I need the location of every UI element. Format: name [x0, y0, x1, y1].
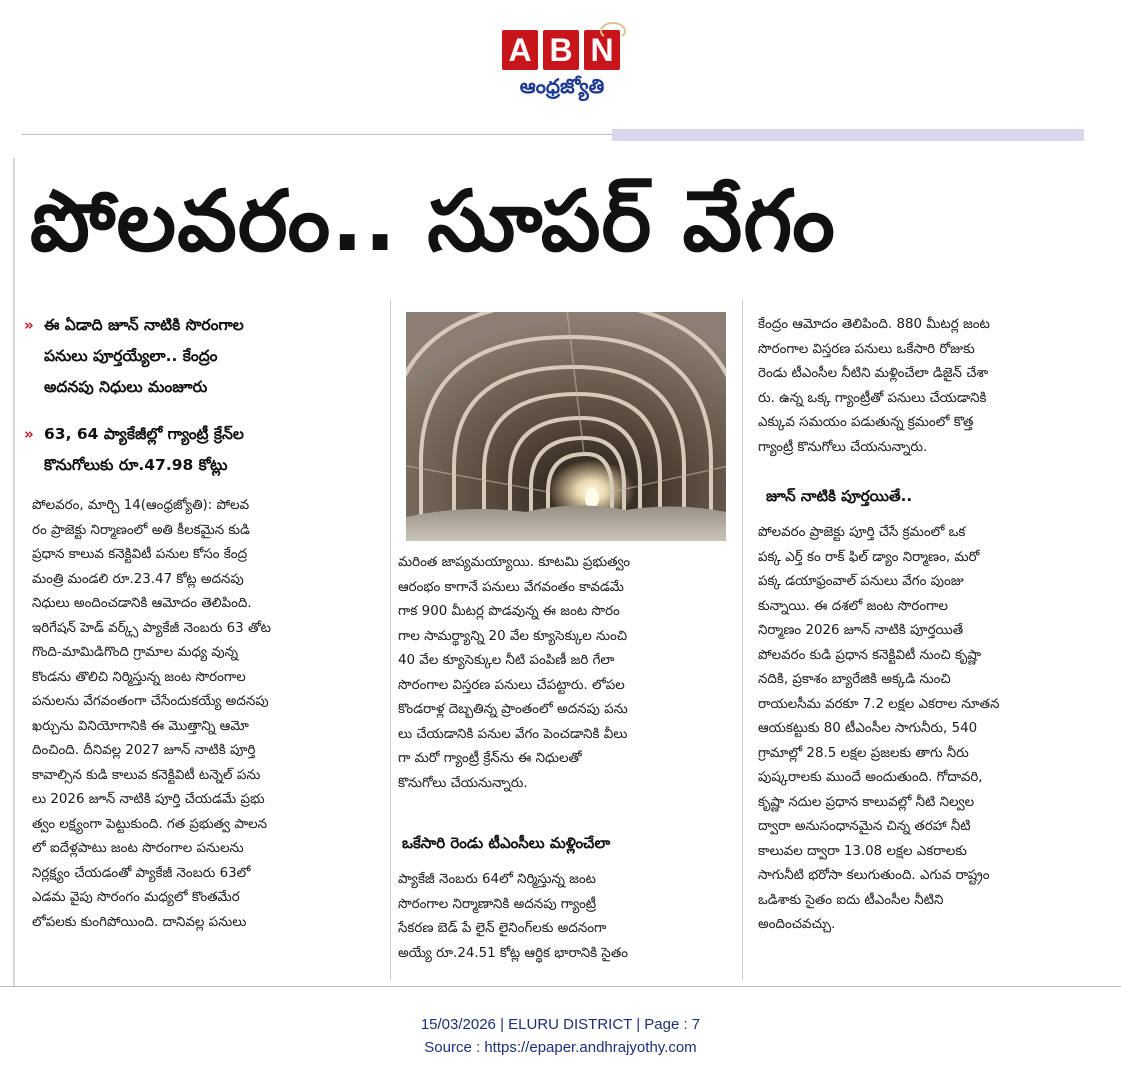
column-3b: [758, 521, 1086, 938]
footer-source-link[interactable]: Source : https://epaper.andhrajyothy.com: [424, 1039, 697, 1056]
body-line: ఎడమ వైపు సొరంగం మధ్యలో కొంతమేర: [32, 890, 240, 905]
body-line: కేంద్రం ఆమోదం తెలిపింది. 880 మీటర్ల జంట: [758, 317, 990, 332]
body-line: నిధులు అందించడానికి ఆమోదం తెలిపింది.: [32, 596, 252, 611]
column-divider-2: [742, 300, 743, 980]
body-line: పుష్కరాలకు ముందే అందుతుంది. గోదావరి,: [758, 770, 983, 785]
subhead-june-completion: జూన్‌ నాటికి పూర్తయితే..: [766, 487, 913, 505]
double-chevron-right-icon: »: [24, 425, 34, 443]
body-line: ఆయకట్టుకు 80 టీఎంసీల సాగునీరు, 540: [758, 721, 978, 736]
lavender-band: [612, 129, 1084, 141]
tunnel-photo-illustration: [406, 312, 726, 541]
body-line: మంత్రి మండలి రూ.23.47 కోట్ల అదనపు: [32, 571, 244, 587]
body-line: నదికి, ప్రకాశం బ్యారేజికి అక్కడి నుంచి: [758, 672, 951, 687]
body-line: కృష్ణా నదుల ప్రధాన కాలువల్లో నీటి నిల్వల: [758, 794, 975, 810]
column-2: [398, 551, 728, 796]
body-line: మరింత జాప్యమయ్యాయి. కూటమి ప్రభుత్వం: [398, 555, 631, 570]
body-line: రం ప్రాజెక్టు నిర్మాణంలో అతి కీలకమైన కుడి: [32, 522, 250, 538]
body-line: ఖర్చును వినియోగానికి ఈ మొత్తాన్ని ఆమో: [32, 718, 249, 734]
body-line: రెండు టీఎంసీల నీటిని మళ్లించేలా డిజైన్‌ చేశా: [758, 366, 989, 381]
body-line: గాక 900 మీటర్ల పొడవున్న ఈ జంట సొరం: [398, 604, 620, 619]
body-line: ప్రధాన కాలువ కనెక్టివిటీ పనుల కోసం కేంద్ర: [32, 547, 248, 562]
column-divider-1: [390, 300, 391, 980]
body-line: కొనుగోలు చేయనున్నారు.: [398, 775, 528, 791]
body-line: సొరంగాల విస్తరణ పనులు ఒకేసారి రోజుకు: [758, 341, 975, 357]
body-line: పోలవరం ప్రాజెక్టు పూర్తి చేసే క్రమంలో ఒక: [758, 525, 966, 540]
body-line: నిర్మాణం 2026 జూన్‌ నాటికి పూర్తయితే: [758, 623, 964, 638]
body-line: కావాల్సిన కుడి కాలువ కనెక్టివిటీ టన్నెల్‌ పను: [32, 767, 261, 783]
body-line: దించింది. దీనివల్ల 2027 జూన్‌ నాటికి పూర్తి: [32, 743, 256, 758]
body-line: గ్రామాల్లో 28.5 లక్షల ప్రజలకు తాగు నీరు: [758, 745, 969, 761]
logo-script-text: ఆంధ్రజ్యోతి: [519, 74, 605, 98]
body-line: గా మరో గ్యాంట్రీ క్రేన్‌ను ఈ నిధులతో: [398, 751, 582, 766]
body-line: పక్క ఎర్త్‌ కం రాక్‌ ఫిల్‌ డ్యాం నిర్మాణం, మరో: [758, 549, 980, 565]
article-headline: పోలవరం.. సూపర్‌ వేగం: [30, 172, 836, 270]
body-line: త్వం లక్ష్యంగా పెట్టుకుంది. గత ప్రభుత్వ పాలన: [32, 816, 268, 832]
body-line: ఎక్కువ సమయం పడుతున్న క్రమంలో కొత్త: [758, 415, 974, 430]
body-line: ఆరంభం కాగానే పనులు వేగవంతం కావడమే: [398, 579, 624, 595]
body-line: కొండరాళ్ల దెబ్బతిన్న ప్రాంతంలో అదనపు పను: [398, 702, 628, 717]
column-3: [758, 313, 1086, 460]
body-line: లో ఐదేళ్లపాటు జంట సొరంగాల పనులను: [32, 841, 244, 856]
body-line: లు చేయడానికి పనుల వేగం పెంచడానికి వీలు: [398, 726, 628, 742]
body-line: అయ్యే రూ.24.51 కోట్ల ఆర్థిక భారానికి సైతం: [398, 945, 629, 961]
highlight-line: కొనుగోలుకు రూ.47.98 కోట్లు: [44, 456, 228, 474]
highlight-line: ఈ ఏడాది జూన్‌ నాటికి సొరంగాల: [44, 316, 244, 334]
logo-letter-a: A: [502, 30, 538, 70]
body-line: ప్యాకేజీ నెంబరు 64లో నిర్మిస్తున్న జంట: [398, 872, 597, 887]
tunnel-construction-photo: [406, 312, 726, 541]
body-line: 40 వేల క్యూసెక్కుల నీటి పంపిణీ జరి గేలా: [398, 653, 615, 668]
body-line: కాలువల ద్వారా 13.08 లక్షల ఎకరాలకు: [758, 843, 967, 859]
body-line: ఒడిశాకు సైతం ఐదు టీఎంసీల నీటిని: [758, 892, 944, 908]
subhead-two-tmc: ఒకేసారి రెండు టీఎంసీలు మళ్లించేలా: [402, 834, 611, 852]
body-line: పనులను వేగవంతంగా చేసేందుకయ్యే అదనపు: [32, 694, 269, 709]
body-line: అందించవచ్చు.: [758, 917, 836, 932]
body-line: ఇరిగేషన్‌ హెడ్‌ వర్క్స్‌ ప్యాకేజీ నెంబరు 63 తోట: [32, 620, 271, 636]
logo-letter-n: N: [584, 30, 620, 70]
left-border: [13, 158, 15, 986]
column-2b: [398, 868, 728, 966]
body-line: గాల సామర్థ్యాన్ని 20 వేల క్యూసెక్కుల నుంచి: [398, 628, 628, 644]
body-line: పోలవరం కుడి ప్రధాన కనెక్టివిటీ నుంచి కృష్ణా: [758, 647, 982, 663]
body-line: సొరంగాల నిర్మాణానికి అదనపు గ్యాంట్రీ: [398, 896, 597, 912]
body-line: గొంది-మామిడిగొంది గ్రామాల మధ్య వున్న: [32, 645, 239, 660]
abn-andhrajyothy-logo: [500, 22, 630, 102]
body-line: ద్వారా అనుసంధానమైన చిన్న తరహా నీటి: [758, 819, 971, 834]
body-line: సేకరణ బెడ్‌ పే లైన్‌ లైనింగ్‌లకు అదనంగా: [398, 921, 607, 936]
body-line: రాయలసీమ వరకూ 7.2 లక్షల ఎకరాల నూతన: [758, 696, 1000, 712]
body-line: పక్క డయాఫ్రంవాల్‌ పనులు వేగం పుంజు: [758, 574, 964, 589]
highlight-line: అదనపు నిధులు మంజూరు: [44, 378, 208, 396]
body-line: పోలవరం, మార్చి 14(ఆంధ్రజ్యోతి): పోలవ: [32, 498, 250, 513]
coffee-steam-icon: [600, 22, 626, 40]
double-chevron-right-icon: »: [24, 316, 34, 334]
body-line: కొండను తొలిచి నిర్మిస్తున్న జంట సొరంగాల: [32, 669, 246, 685]
body-line: రు. ఉన్న ఒక్క గ్యాంట్రీతో పనులు చేయడానికి: [758, 390, 987, 406]
body-line: సాగునీటి భరోసా కలుగుతుంది. ఎగువ రాష్ట్రం: [758, 868, 990, 883]
highlight-line: 63, 64 ప్యాకేజీల్లో గ్యాంట్రీ క్రేన్‌ల: [44, 425, 244, 443]
abn-logo-box: [502, 30, 620, 70]
body-line: సొరంగాల విస్తరణ పనులు చేపట్టారు. లోపల: [398, 677, 625, 693]
logo-letter-b: B: [543, 30, 579, 70]
column-1: [32, 494, 370, 935]
bottom-rule: [0, 986, 1121, 987]
body-line: నిర్లక్ష్యం చేయడంతో ప్యాకేజీ నెంబరు 63లో: [32, 865, 251, 881]
footer-date-edition: 15/03/2026 | ELURU DISTRICT | Page : 7: [420, 1016, 701, 1033]
body-line: గ్యాంట్రీ కొనుగోలు చేయనున్నారు.: [758, 439, 928, 455]
body-line: లు 2026 జూన్‌ నాటికి పూర్తి చేయడమే ప్రభు: [32, 792, 265, 807]
highlight-1: [24, 310, 374, 403]
highlight-line: పనులు పూర్తయ్యేలా.. కేంద్రం: [44, 347, 218, 365]
body-line: కున్నాయి. ఈ దశలో జంట సొరంగాల: [758, 598, 948, 614]
body-line: లోపలకు కుంగిపోయింది. దానివల్ల పనులు: [32, 914, 247, 930]
highlight-2: [24, 419, 374, 481]
